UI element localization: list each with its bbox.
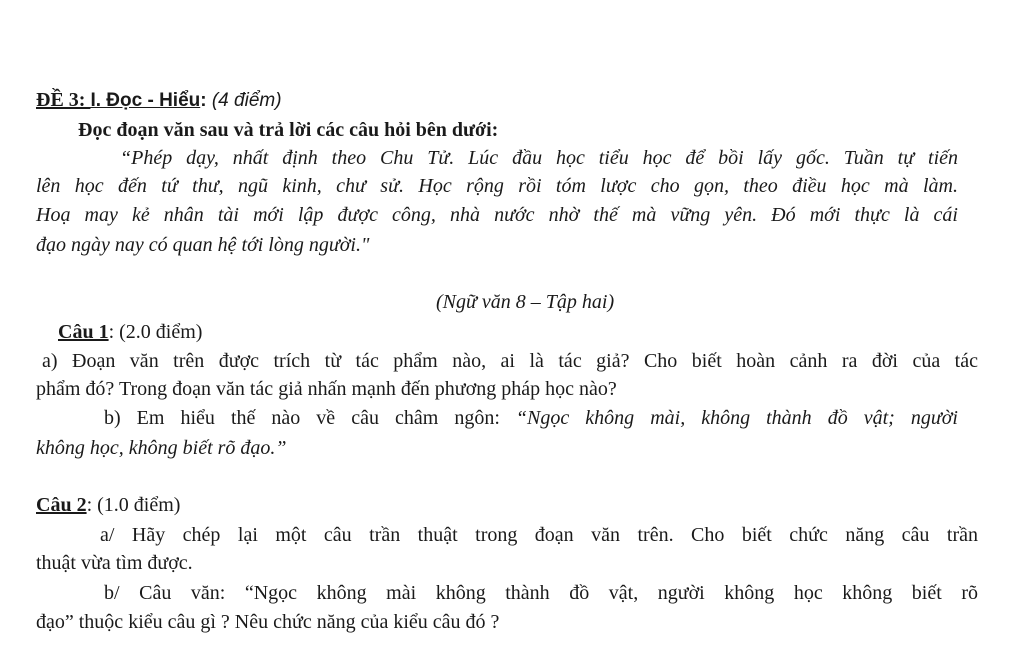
passage-line: đạo ngày nay có quan hệ tới lòng người." (36, 234, 370, 256)
question2-header (36, 493, 180, 517)
exam-label: ĐỀ 3: (36, 89, 91, 111)
question2-label: Câu 2 (36, 494, 87, 516)
question2-points: : (1.0 điểm) (86, 494, 181, 516)
section-colon: : (200, 90, 207, 111)
question1-header (58, 320, 202, 344)
passage-line: “Phép dạy, nhất định theo Chu Tử. Lúc đầu học tiểu học để bồi lấy gốc. Tuần tự tiến (120, 147, 958, 169)
question1-a-line: phẩm đó? Trong đoạn văn tác giả nhấn mạnh đến phương pháp học nào? (36, 378, 617, 400)
question1-a-line: a) Đoạn văn trên được trích từ tác phẩm nào, ai là tác giả? Cho biết hoàn cảnh ra đời của tác (42, 350, 978, 372)
passage-source: (Ngữ văn 8 – Tập hai) (436, 291, 615, 313)
question1-b-quote: “Ngọc không mài, không thành đồ vật; người (515, 407, 958, 429)
section-title: I. Đọc - Hiểu (90, 90, 201, 111)
question1-b-line1 (104, 406, 958, 430)
exam-heading (36, 88, 282, 113)
passage-line: lên học đến tứ thư, ngũ kinh, chư sử. Học rộng rồi tóm lược cho gọn, theo điều học mà làm. (36, 175, 958, 197)
question2-b-line: đạo” thuộc kiểu câu gì ? Nêu chức năng của kiểu câu đó ? (36, 611, 500, 633)
question2-a-line: a/ Hãy chép lại một câu trần thuật trong đoạn văn trên. Cho biết chức năng câu trần (100, 524, 978, 546)
question1-b-prefix: b) Em hiểu thế nào về câu châm ngôn: (104, 407, 516, 429)
question2-a-line: thuật vừa tìm được. (36, 552, 193, 574)
question1-label: Câu 1 (58, 321, 109, 343)
question1-b-line2: không học, không biết rõ đạo.” (36, 437, 287, 459)
instruction-text: Đọc đoạn văn sau và trả lời các câu hỏi bên dưới: (78, 119, 499, 141)
passage-line: Hoạ may kẻ nhân tài mới lập được công, nhà nước nhờ thế mà vững yên. Đó mới thực là cái (36, 204, 958, 226)
question2-b-line: b/ Câu văn: “Ngọc không mài không thành đồ vật, người không học không biết rõ (104, 582, 978, 604)
section-points: (4 điểm) (206, 90, 282, 111)
question1-points: : (2.0 điểm) (108, 321, 203, 343)
